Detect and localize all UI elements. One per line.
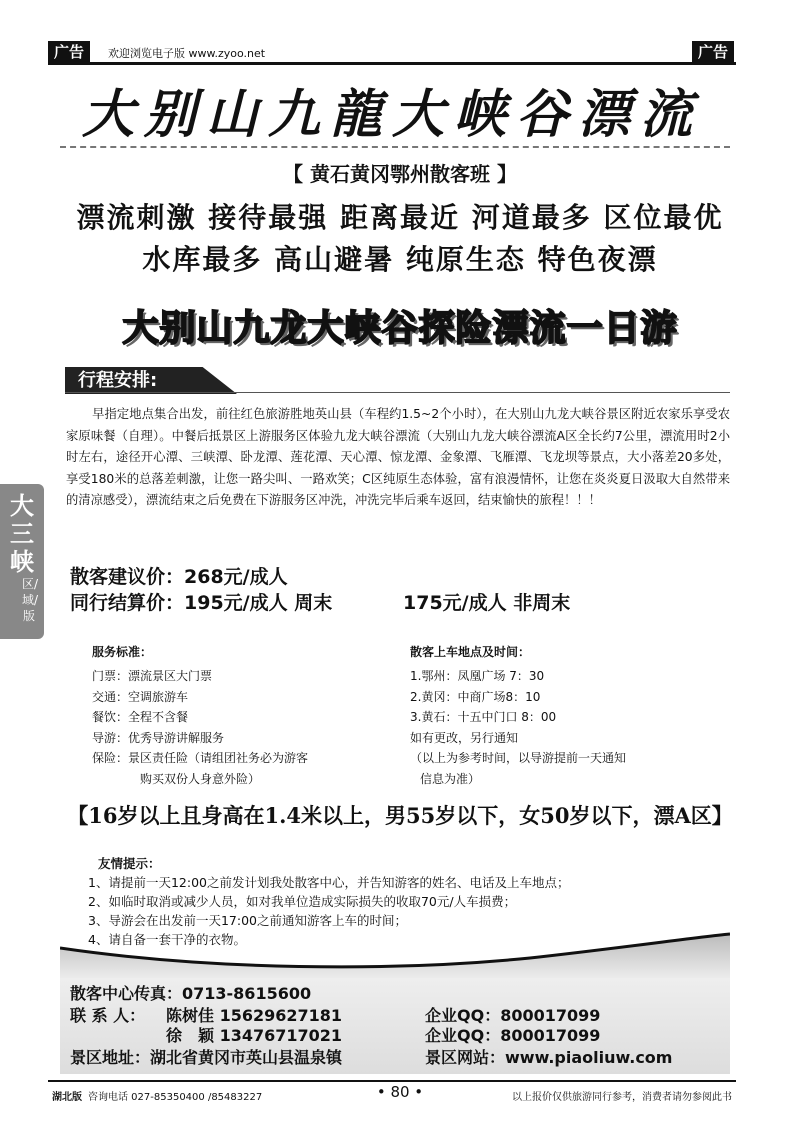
ad-tag-left: 广告 <box>48 41 90 63</box>
retail-price: 散客建议价：268元/成人 <box>70 566 288 588</box>
service-standards <box>92 643 308 789</box>
pickup-info <box>410 643 626 789</box>
itinerary-label: 行程安排: <box>78 370 158 391</box>
service-item: 门票：漂流景区大门票 <box>92 669 213 683</box>
pickup-item: 3.黄石：十五中门口 8：00 <box>410 710 557 724</box>
dashed-divider <box>60 146 730 148</box>
qq-line-1: 企业QQ：800017099 <box>425 1006 601 1025</box>
tips-item: 1、请提前一天12:00之前发计划我处散客中心，并告知游客的姓名、电话及上车地点； <box>88 875 570 890</box>
pickup-item: （以上为参考时间，以导游提前一天通知 <box>410 751 627 765</box>
itinerary-text <box>66 404 730 512</box>
eligibility-conditions: 【16岁以上且身高在1.4米以上，男55岁以下，女50岁以下，漂A区】 <box>67 803 733 828</box>
consult-phone: 咨询电话 027-85350400 /85483227 <box>88 1092 263 1103</box>
itinerary-rule <box>65 392 730 393</box>
trade-price-weekend: 同行结算价：195元/成人 周末 <box>70 592 333 614</box>
itinerary-body: 早指定地点集合出发，前往红色旅游胜地英山县（车程约1.5~2个小时），在大别山九龙大峡谷景区附近农家乐享受农家原味餐（自理）。中餐后抵景区上游服务区体验九龙大峡谷漂流（大别山九龙大峡谷漂流A区全长约7公里，漂流用时2小时左右，途径开心潭、三峡潭、卧龙潭、莲花潭、天心潭、惊龙潭、金象潭、飞雁潭、飞龙坝等景点，大小落差20多处，享受180米的总落差刺激，让您一路尖叫、一路欢笑；C区纯原生态体验，富有浪漫情怀，让您在炎炎夏日汲取大自然带来的清凉感受），漂流结束之后免费在下游服务区冲洗，冲洗完毕后乘车返回，结束愉快的旅程！！！ <box>66 407 730 507</box>
edition-label: 湖北版 <box>52 1092 82 1103</box>
contacts-label: 联 系 人： <box>70 1006 146 1025</box>
tips-title: 友情提示： <box>98 856 161 871</box>
slogan-line-2: 水库最多 高山避暑 纯原生态 特色夜漂 <box>142 243 658 276</box>
trade-price-weekday: 175元/成人 非周末 <box>403 592 571 614</box>
tips-item: 2、如临时取消或减少人员，如对我单位造成实际损失的收取70元/人车损费； <box>88 894 517 909</box>
qq-line-2: 企业QQ：800017099 <box>425 1026 601 1045</box>
fax-line: 散客中心传真：0713-8615600 <box>70 984 312 1003</box>
service-item: 购买双份人身意外险） <box>140 771 261 786</box>
brand-calligraphy: 大别山九龍大峡谷漂流 <box>81 84 702 145</box>
pickup-item: 2.黄冈：中商广场8：10 <box>410 689 541 704</box>
pickup-item: 如有更改，另行通知 <box>410 730 519 745</box>
product-title: 大别山九龙大峡谷探险漂流一日游 <box>122 308 678 349</box>
website-line: 景区网站：www.piaoliuw.com <box>425 1048 673 1067</box>
service-item: 导游：优秀导游讲解服务 <box>92 730 225 745</box>
page-number: • 80 • <box>376 1083 424 1101</box>
side-tab-title: 大三峡 <box>10 491 34 576</box>
route-class: 【 黄石黄冈鄂州散客班 】 <box>283 162 517 186</box>
footer-rule <box>48 1080 736 1082</box>
side-tab <box>0 484 44 639</box>
contact-person-2: 徐 颖 13476717021 <box>166 1026 343 1045</box>
website-text: 欢迎浏览电子版 www.zyoo.net <box>108 47 266 60</box>
pickup-item: 信息为准） <box>420 771 481 786</box>
service-item: 保险：景区责任险（请组团社务必为游客 <box>92 751 309 765</box>
address-line: 景区地址：湖北省黄冈市英山县温泉镇 <box>70 1048 343 1067</box>
side-tab-sub: 区/域/版 <box>22 577 39 623</box>
tips-item: 3、导游会在出发前一天17:00之前通知游客上车的时间； <box>88 913 407 928</box>
service-item: 交通：空调旅游车 <box>92 689 189 704</box>
slogan-line-1: 漂流刺激 接待最强 距离最近 河道最多 区位最优 <box>76 201 724 234</box>
ad-tag-right: 广告 <box>692 41 734 63</box>
pickup-item: 1.鄂州：凤凰广场 7：30 <box>410 669 545 683</box>
contact-person-1: 陈树佳 15629627181 <box>166 1006 343 1025</box>
service-item: 餐饮：全程不含餐 <box>92 710 189 724</box>
disclaimer: 以上报价仅供旅游同行参考，消费者请勿参阅此书 <box>512 1092 732 1103</box>
service-title: 服务标准： <box>92 645 153 659</box>
pickup-title: 散客上车地点及时间： <box>410 645 531 659</box>
header-rule <box>48 62 736 65</box>
wave-decoration <box>60 928 730 980</box>
tips-item: 4、请自备一套干净的衣物。 <box>88 932 246 947</box>
